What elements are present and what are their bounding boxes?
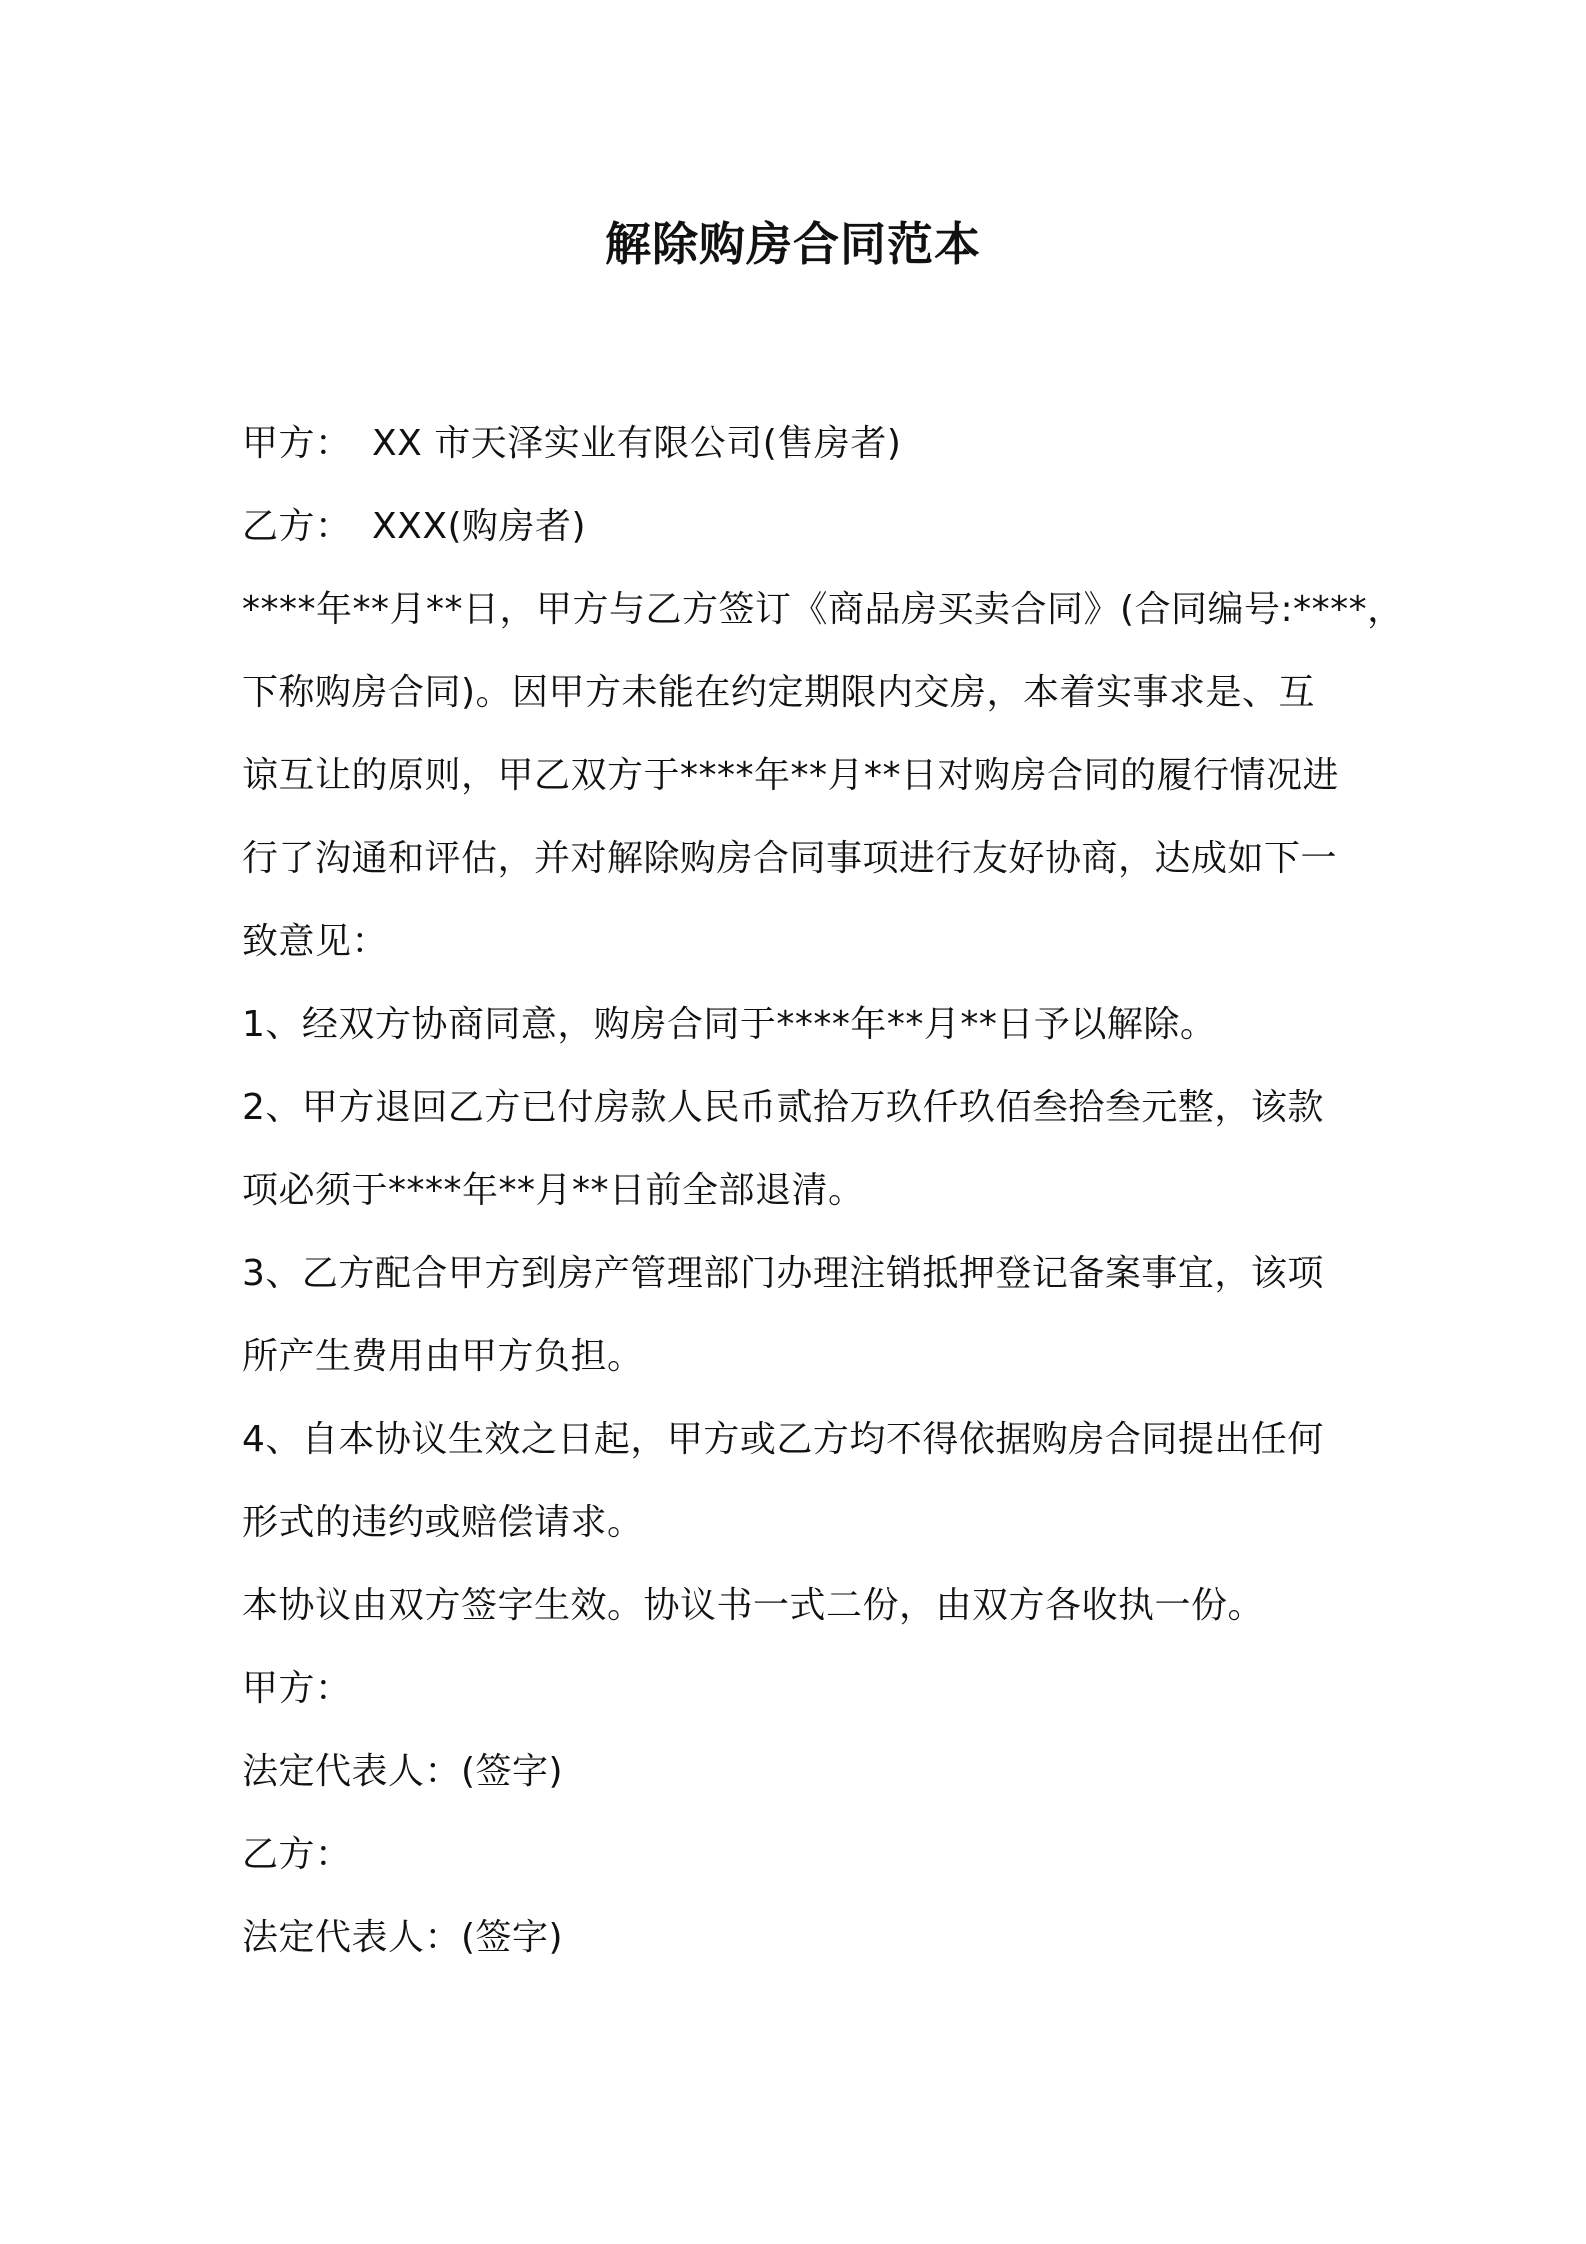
clause-line: 4、自本协议生效之日起，甲方或乙方均不得依据购房合同提出任何	[242, 1419, 1324, 1460]
clause-line: 3、乙方配合甲方到房产管理部门办理注销抵押登记备案事宜，该项	[242, 1253, 1324, 1294]
clause-line: 2、甲方退回乙方已付房款人民币贰拾万玖仟玖佰叁拾叁元整，该款	[242, 1087, 1324, 1128]
party-b-label: 乙方：	[242, 506, 352, 547]
clause-1	[242, 983, 1362, 1066]
clause-3	[242, 1232, 1362, 1398]
party-b-line	[242, 485, 1362, 568]
document-body	[242, 402, 1404, 1979]
document-title: 解除购房合同范本	[605, 217, 981, 271]
party-a-label: 甲方：	[242, 423, 352, 464]
intro-paragraph	[242, 568, 1404, 983]
signature-party-b-label: 乙方：	[242, 1834, 352, 1875]
intro-line: 致意见：	[242, 921, 389, 962]
signature-party-b-representative: 法定代表人：(签字)	[242, 1917, 564, 1958]
signature-party-a-label: 甲方：	[242, 1668, 352, 1709]
closing-statement: 本协议由双方签字生效。协议书一式二份，由双方各收执一份。	[242, 1585, 1265, 1626]
signature-party-a-representative: 法定代表人：(签字)	[242, 1751, 564, 1792]
clause-line: 形式的违约或赔偿请求。	[242, 1502, 644, 1543]
clause-line: 项必须于****年**月**日前全部退清。	[242, 1170, 865, 1211]
clause-line: 所产生费用由甲方负担。	[242, 1336, 644, 1377]
clause-2	[242, 1066, 1362, 1232]
intro-line: 下称购房合同)。因甲方未能在约定期限内交房，本着实事求是、互	[242, 672, 1316, 713]
clause-4	[242, 1398, 1362, 1564]
intro-line: 行了沟通和评估，并对解除购房合同事项进行友好协商，达成如下一	[242, 838, 1338, 879]
party-b-value: XXX(购房者)	[372, 506, 587, 547]
party-a-value: XX 市天泽实业有限公司(售房者)	[372, 423, 902, 464]
party-a-line	[242, 402, 1362, 485]
intro-line: 谅互让的原则，甲乙双方于****年**月**日对购房合同的履行情况进	[242, 755, 1340, 796]
clause-line: 1、经双方协商同意，购房合同于****年**月**日予以解除。	[242, 1004, 1217, 1045]
intro-line: ****年**月**日，甲方与乙方签订《商品房买卖合同》(合同编号:****，	[242, 589, 1404, 630]
